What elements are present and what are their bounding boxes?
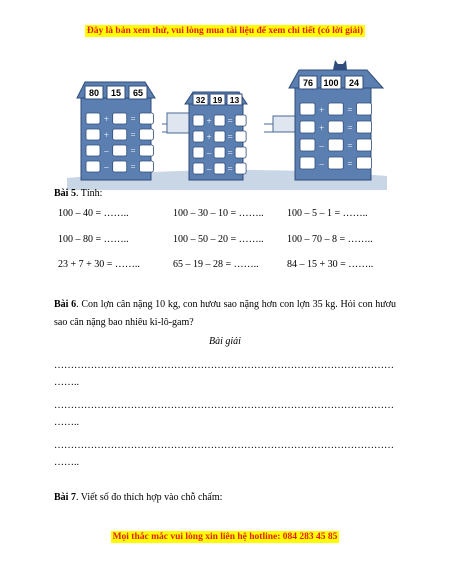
answer-box	[328, 121, 343, 133]
operator-sign: +	[103, 130, 109, 140]
operator-sign: –	[104, 146, 109, 156]
bai6-problem: Bài 6. Con lợn cân nặng 10 kg, con hươu sao nặng hơn con lợn 35 kg. Hỏi con hươu sao cân nặng bao nhiêu ki-lô-gam?	[54, 299, 396, 328]
answer-box	[214, 163, 225, 174]
answer-box	[139, 145, 153, 156]
answer-box	[357, 121, 372, 133]
bai5-r1-c1: 100 – 40 = ……..	[58, 208, 129, 219]
equals-sign: =	[130, 114, 136, 124]
bai5-r2-c3: 100 – 70 – 8 = ……..	[287, 234, 373, 245]
house3-num-1: 76	[302, 78, 314, 88]
bai5-r1-c3: 100 – 5 – 1 = ……..	[287, 208, 368, 219]
answer-box	[86, 161, 100, 172]
answer-box	[357, 139, 372, 151]
answer-box	[328, 139, 343, 151]
answer-box	[193, 147, 204, 158]
answer-box	[193, 163, 204, 174]
equals-sign: =	[227, 132, 233, 142]
answer-box	[300, 103, 315, 115]
operator-sign: –	[319, 159, 324, 169]
hotline-banner-text: Mọi thắc mắc vui lòng xin liên hệ hotline: 084 283 45 85	[112, 532, 338, 542]
answer-box	[139, 161, 153, 172]
operator-sign: +	[103, 114, 109, 124]
equals-sign: =	[227, 116, 233, 126]
answer-box	[235, 147, 246, 158]
answer-box	[328, 157, 343, 169]
answer-box	[235, 115, 246, 126]
answer-box	[328, 103, 343, 115]
operator-sign: +	[206, 116, 212, 126]
answer-box	[357, 157, 372, 169]
answer-box	[300, 139, 315, 151]
answer-line-3-tail: ……..	[54, 457, 79, 468]
bai5-r3-c1: 23 + 7 + 30 = ……..	[58, 259, 140, 270]
equals-sign: =	[130, 130, 136, 140]
house2-num-3: 13	[229, 95, 240, 105]
operator-sign: –	[206, 148, 212, 158]
answer-line-1: …………………………………………………………………………………………	[54, 360, 394, 371]
bai7-title: Bài 7. Viết số đo thích hợp vào chỗ chấm:	[54, 492, 223, 503]
bai5-title: Bài 5. Tính:	[54, 188, 103, 199]
house2-num-1: 32	[195, 95, 206, 105]
answer-box	[214, 115, 225, 126]
answer-box	[300, 121, 315, 133]
answer-box	[113, 161, 127, 172]
equals-sign: =	[347, 141, 353, 151]
bai5-r2-c1: 100 – 80 = ……..	[58, 234, 129, 245]
house3-num-2: 100	[323, 78, 339, 88]
bai5-r1-c2: 100 – 30 – 10 = ……..	[173, 208, 264, 219]
bai5-r2-c2: 100 – 50 – 20 = ……..	[173, 234, 264, 245]
equals-sign: =	[347, 159, 353, 169]
bai5-r3-c3: 84 – 15 + 30 = ……..	[287, 259, 374, 270]
houses-illustration	[67, 58, 387, 190]
answer-box	[193, 131, 204, 142]
operator-sign: +	[319, 123, 325, 133]
hotline-banner	[0, 532, 450, 542]
answer-line-2: …………………………………………………………………………………………	[54, 400, 394, 411]
operator-sign: –	[104, 162, 109, 172]
answer-box	[86, 129, 100, 140]
answer-line-3: …………………………………………………………………………………………	[54, 440, 394, 451]
answer-line-1-tail: ……..	[54, 377, 79, 388]
equals-sign: =	[347, 123, 353, 133]
equals-sign: =	[347, 105, 353, 115]
preview-banner	[0, 26, 450, 36]
bai5-r3-c2: 65 – 19 – 28 = ……..	[173, 259, 259, 270]
operator-sign: +	[206, 132, 212, 142]
house2-num-2: 19	[212, 95, 223, 105]
equals-sign: =	[130, 162, 136, 172]
answer-box	[113, 113, 127, 124]
house1-num-1: 80	[88, 88, 100, 98]
answer-box	[86, 113, 100, 124]
equals-sign: =	[227, 148, 233, 158]
answer-box	[235, 163, 246, 174]
solution-heading: Bài giải	[209, 336, 241, 347]
house3-num-3: 24	[348, 78, 360, 88]
operator-sign: –	[206, 164, 212, 174]
answer-box	[300, 157, 315, 169]
answer-box	[357, 103, 372, 115]
answer-box	[86, 145, 100, 156]
answer-box	[113, 129, 127, 140]
answer-box	[235, 131, 246, 142]
answer-box	[139, 113, 153, 124]
equals-sign: =	[227, 164, 233, 174]
answer-line-2-tail: ……..	[54, 417, 79, 428]
operator-sign: –	[319, 141, 324, 151]
answer-box	[214, 131, 225, 142]
preview-banner-text: Đây là bản xem thử, vui lòng mua tài liệu để xem chi tiết (có lời giải)	[86, 26, 364, 36]
operator-sign: +	[319, 105, 325, 115]
answer-box	[113, 145, 127, 156]
answer-box	[139, 129, 153, 140]
house1-num-2: 15	[110, 88, 122, 98]
answer-box	[193, 115, 204, 126]
answer-box	[214, 147, 225, 158]
house1-num-3: 65	[132, 88, 144, 98]
equals-sign: =	[130, 146, 136, 156]
